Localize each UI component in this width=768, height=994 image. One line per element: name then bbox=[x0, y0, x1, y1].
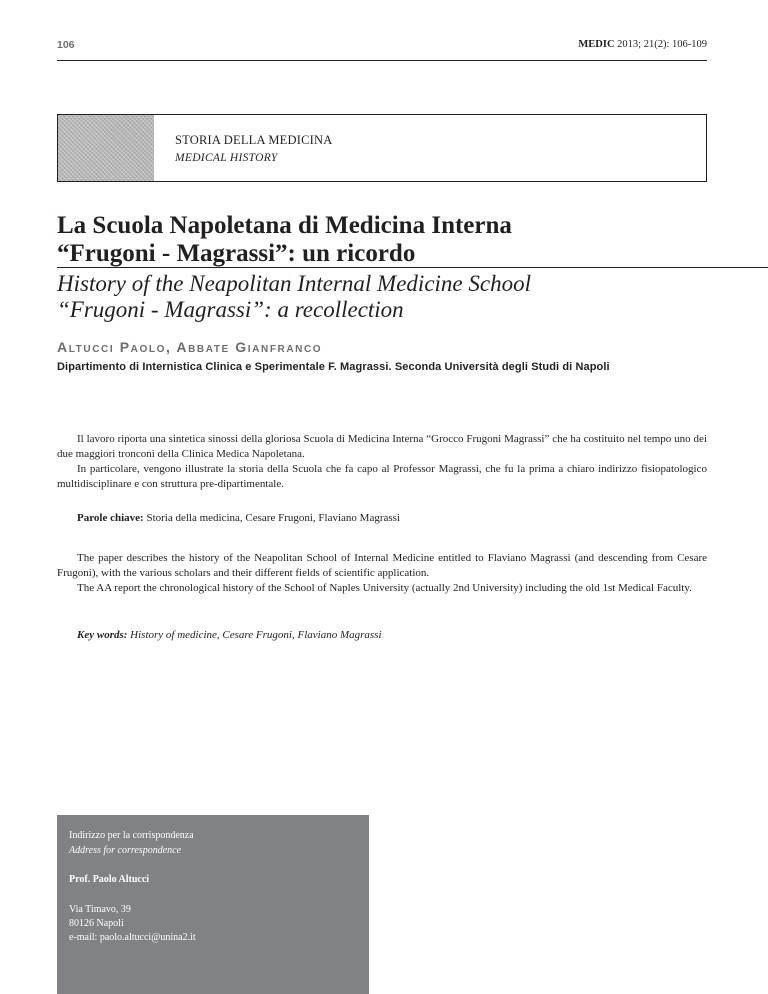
correspondence-city: 80126 Napoli bbox=[69, 918, 124, 929]
journal-volume-pages: 2013; 21(2): 106-109 bbox=[617, 39, 707, 50]
header-divider bbox=[57, 60, 707, 61]
section-label-italian: STORIA DELLA MEDICINA bbox=[175, 133, 333, 147]
keywords-italian bbox=[77, 511, 707, 526]
title-italian bbox=[57, 212, 737, 268]
correspondence-email[interactable]: e-mail: paolo.altucci@unina2.it bbox=[69, 932, 196, 943]
correspondence-heading-english: Address for correspondence bbox=[69, 845, 182, 856]
keywords-italian-text: Storia della medicina, Cesare Frugoni, Flaviano Magrassi bbox=[146, 512, 401, 524]
keywords-english-text: History of medicine, Cesare Frugoni, Flaviano Magrassi bbox=[130, 629, 382, 641]
section-swatch bbox=[58, 115, 154, 181]
abstract-english-paragraph: The AA report the chronological history of the School of Naples University (actually 2nd University) including the old 1st Medical Faculty. bbox=[77, 582, 692, 594]
section-label-english: MEDICAL HISTORY bbox=[175, 152, 278, 164]
abstract-italian-paragraph: Il lavoro riporta una sintetica sinossi della gloriosa Scuola di Medicina Interna “Grocco Frugoni Magrassi” che ha costituito nel tempo uno dei due maggiori tronconi della Clinica Medica Napoletana. bbox=[57, 433, 707, 460]
keywords-english bbox=[77, 628, 707, 643]
abstract-italian bbox=[57, 432, 707, 492]
affiliation: Dipartimento di Internistica Clinica e Sperimentale F. Magrassi. Seconda Università degli Studi di Napoli bbox=[57, 361, 610, 373]
keywords-italian-label: Parole chiave: bbox=[77, 512, 144, 524]
journal-citation bbox=[578, 39, 707, 50]
journal-name: MEDIC bbox=[578, 39, 615, 50]
correspondence-box bbox=[57, 815, 369, 994]
authors: Altucci Paolo, Abbate Gianfranco bbox=[57, 339, 323, 355]
title-divider bbox=[57, 267, 768, 268]
section-banner bbox=[57, 114, 707, 182]
abstract-italian-paragraph: In particolare, vengono illustrate la storia della Scuola che fa capo al Professor Magrassi, che fu la prima a chiaro indirizzo fisiopatologico multidisciplinare e con struttura pre-dipartimentale. bbox=[57, 463, 707, 490]
abstract-english bbox=[57, 551, 707, 596]
correspondence-street: Via Timavo, 39 bbox=[69, 904, 131, 915]
keywords-english-label: Key words: bbox=[77, 629, 128, 641]
title-english-line2: “Frugoni - Magrassi”: a recollection bbox=[57, 297, 404, 322]
page-number: 106 bbox=[57, 39, 75, 51]
title-english bbox=[57, 271, 737, 323]
title-italian-line1: La Scuola Napoletana di Medicina Interna bbox=[57, 212, 512, 239]
title-english-line1: History of the Neapolitan Internal Medicine School bbox=[57, 271, 531, 296]
correspondence-heading-italian: Indirizzo per la corrispondenza bbox=[69, 830, 194, 841]
title-italian-line2: “Frugoni - Magrassi”: un ricordo bbox=[57, 240, 416, 267]
abstract-english-paragraph: The paper describes the history of the Neapolitan School of Internal Medicine entitled to Flaviano Magrassi (and descending from Cesare Frugoni), with the various scholars and their different fields of scientific application. bbox=[57, 552, 707, 579]
correspondence-name: Prof. Paolo Altucci bbox=[69, 874, 150, 885]
